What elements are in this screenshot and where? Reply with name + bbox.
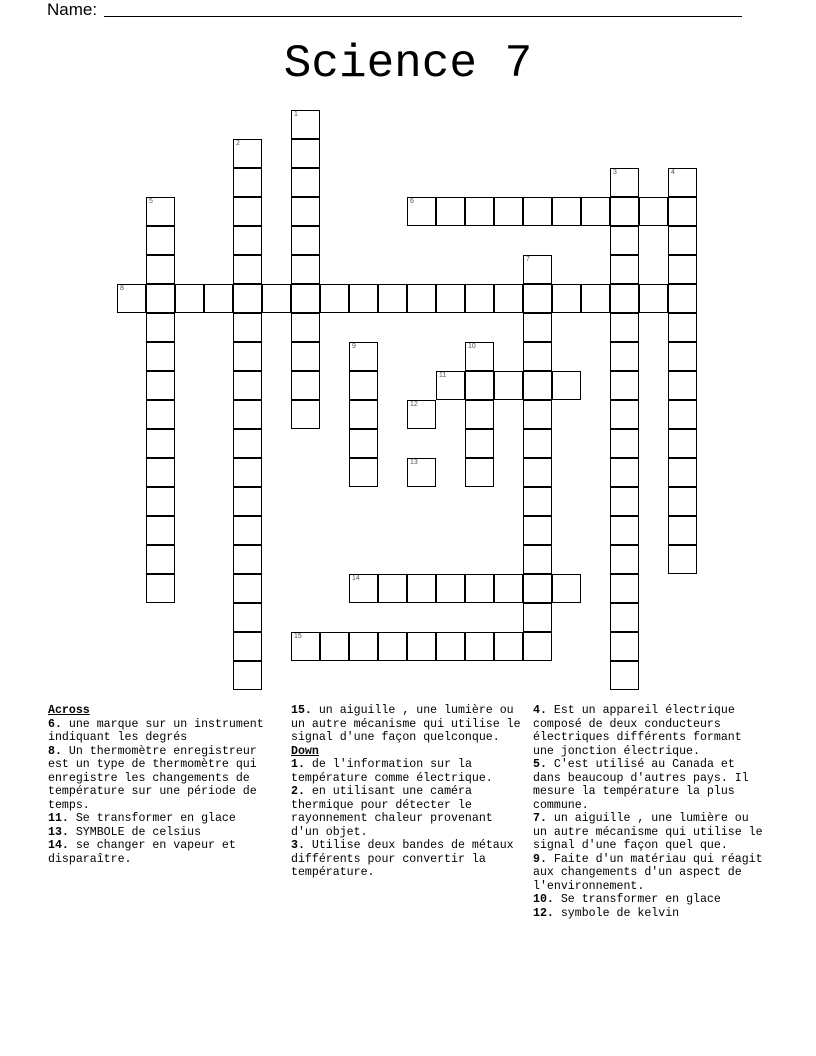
grid-cell[interactable] bbox=[494, 574, 523, 603]
clue-text: C'est utilisé au Canada et dans beaucoup d'autres pays. Il mesure la température la plus commune. bbox=[533, 758, 749, 812]
down-clue-2 bbox=[291, 785, 523, 839]
clue-number-label: 8 bbox=[120, 285, 124, 292]
grid-cell[interactable] bbox=[610, 574, 639, 603]
across-clue-6 bbox=[48, 718, 280, 745]
grid-cell[interactable] bbox=[146, 342, 175, 371]
grid-cell[interactable] bbox=[610, 371, 639, 400]
clue-text: Est un appareil électrique composé de deux conducteurs électriques différents formant une jonction électrique. bbox=[533, 704, 742, 758]
clue-number-label: 4 bbox=[671, 169, 675, 176]
clue-number: 8. bbox=[48, 744, 62, 758]
clue-text: en utilisant une caméra thermique pour détecter le rayonnement chaleur provenant d'un objet. bbox=[291, 785, 493, 839]
clue-number: 6. bbox=[48, 717, 62, 731]
grid-cell[interactable] bbox=[146, 255, 175, 284]
grid-cell[interactable] bbox=[610, 342, 639, 371]
grid-cell[interactable] bbox=[262, 284, 291, 313]
clue-text: Se transformer en glace bbox=[68, 812, 236, 825]
grid-cell[interactable] bbox=[610, 255, 639, 284]
grid-cell[interactable] bbox=[552, 197, 581, 226]
grid-cell[interactable] bbox=[291, 255, 320, 284]
grid-cell[interactable] bbox=[233, 226, 262, 255]
grid-cell[interactable] bbox=[668, 400, 697, 429]
grid-cell[interactable] bbox=[349, 574, 378, 603]
across-clue-8 bbox=[48, 745, 280, 813]
clue-number-label: 9 bbox=[352, 343, 356, 350]
grid-cell[interactable] bbox=[610, 400, 639, 429]
clue-number: 15. bbox=[291, 704, 312, 717]
clue-column-2 bbox=[291, 704, 523, 880]
clue-number-label: 7 bbox=[526, 256, 530, 263]
grid-cell[interactable] bbox=[668, 342, 697, 371]
grid-cell[interactable] bbox=[465, 342, 494, 371]
grid-cell[interactable] bbox=[233, 255, 262, 284]
grid-cell[interactable] bbox=[610, 284, 639, 313]
grid-cell[interactable] bbox=[291, 197, 320, 226]
grid-cell[interactable] bbox=[146, 400, 175, 429]
grid-cell[interactable] bbox=[233, 516, 262, 545]
grid-cell[interactable] bbox=[233, 284, 262, 313]
grid-cell[interactable] bbox=[523, 284, 552, 313]
grid-cell[interactable] bbox=[291, 139, 320, 168]
clue-number: 2. bbox=[291, 785, 305, 798]
clue-text: Se transformer en glace bbox=[553, 893, 721, 906]
clue-number: 10. bbox=[533, 893, 554, 906]
grid-cell[interactable] bbox=[668, 371, 697, 400]
grid-cell[interactable] bbox=[146, 429, 175, 458]
clue-number-label: 15 bbox=[294, 633, 302, 640]
grid-cell[interactable] bbox=[436, 632, 465, 661]
clue-text: Faite d'un matériau qui réagit aux changements d'un aspect de l'environnement. bbox=[533, 852, 763, 893]
clue-number-label: 14 bbox=[352, 575, 360, 582]
clue-column-1 bbox=[48, 704, 280, 866]
grid-cell[interactable] bbox=[291, 110, 320, 139]
grid-cell[interactable] bbox=[581, 284, 610, 313]
grid-cell[interactable] bbox=[610, 632, 639, 661]
down-clue-1 bbox=[291, 758, 523, 785]
grid-cell[interactable] bbox=[523, 545, 552, 574]
grid-cell[interactable] bbox=[204, 284, 233, 313]
clue-number-label: 6 bbox=[410, 198, 414, 205]
grid-cell[interactable] bbox=[668, 168, 697, 197]
grid-cell[interactable] bbox=[146, 545, 175, 574]
clue-number: 4. bbox=[533, 704, 547, 717]
grid-cell[interactable] bbox=[349, 342, 378, 371]
grid-cell[interactable] bbox=[668, 255, 697, 284]
grid-cell[interactable] bbox=[233, 400, 262, 429]
grid-cell[interactable] bbox=[146, 371, 175, 400]
grid-cell[interactable] bbox=[233, 342, 262, 371]
down-heading: Down bbox=[291, 744, 319, 758]
grid-cell[interactable] bbox=[523, 603, 552, 632]
grid-cell[interactable] bbox=[523, 255, 552, 284]
grid-cell[interactable] bbox=[523, 574, 552, 603]
grid-cell[interactable] bbox=[523, 342, 552, 371]
grid-cell[interactable] bbox=[349, 429, 378, 458]
grid-cell[interactable] bbox=[146, 516, 175, 545]
grid-cell[interactable] bbox=[291, 313, 320, 342]
clue-text: Utilise deux bandes de métaux différents pour convertir la température. bbox=[291, 839, 514, 879]
clue-number: 5. bbox=[533, 758, 547, 771]
across-clue-13 bbox=[48, 826, 280, 840]
grid-cell[interactable] bbox=[494, 632, 523, 661]
grid-cell[interactable] bbox=[349, 458, 378, 487]
grid-cell[interactable] bbox=[233, 139, 262, 168]
grid-cell[interactable] bbox=[378, 284, 407, 313]
down-clue-4 bbox=[533, 704, 765, 758]
down-clue-10 bbox=[533, 893, 765, 907]
grid-cell[interactable] bbox=[465, 284, 494, 313]
grid-cell[interactable] bbox=[233, 632, 262, 661]
grid-cell[interactable] bbox=[668, 284, 697, 313]
name-label: Name: bbox=[47, 0, 98, 19]
clue-number-label: 1 bbox=[294, 111, 298, 118]
grid-cell[interactable] bbox=[610, 487, 639, 516]
grid-cell[interactable] bbox=[552, 574, 581, 603]
grid-cell[interactable] bbox=[320, 632, 349, 661]
grid-cell[interactable] bbox=[523, 487, 552, 516]
grid-cell[interactable] bbox=[668, 458, 697, 487]
across-clue-11 bbox=[48, 812, 280, 826]
grid-cell[interactable] bbox=[436, 284, 465, 313]
grid-cell[interactable] bbox=[668, 545, 697, 574]
grid-cell[interactable] bbox=[610, 458, 639, 487]
grid-cell[interactable] bbox=[407, 284, 436, 313]
grid-cell[interactable] bbox=[233, 574, 262, 603]
grid-cell[interactable] bbox=[465, 429, 494, 458]
down-clue-5 bbox=[533, 758, 765, 812]
grid-cell[interactable] bbox=[639, 197, 668, 226]
grid-cell[interactable] bbox=[407, 458, 436, 487]
across-heading: Across bbox=[48, 704, 90, 717]
clue-number-label: 12 bbox=[410, 401, 418, 408]
grid-cell[interactable] bbox=[494, 284, 523, 313]
clue-number: 13. bbox=[48, 825, 69, 839]
grid-cell[interactable] bbox=[552, 371, 581, 400]
grid-cell[interactable] bbox=[668, 226, 697, 255]
down-clue-12 bbox=[533, 907, 765, 921]
grid-cell[interactable] bbox=[523, 458, 552, 487]
clue-text: symbole de kelvin bbox=[553, 906, 680, 920]
grid-cell[interactable] bbox=[523, 400, 552, 429]
grid-cell[interactable] bbox=[291, 284, 320, 313]
grid-cell[interactable] bbox=[552, 284, 581, 313]
grid-cell[interactable] bbox=[378, 632, 407, 661]
grid-cell[interactable] bbox=[523, 197, 552, 226]
grid-cell[interactable] bbox=[349, 400, 378, 429]
grid-cell[interactable] bbox=[233, 487, 262, 516]
grid-cell[interactable] bbox=[436, 371, 465, 400]
clue-text: une marque sur un instrument indiquant les degrés bbox=[48, 717, 264, 744]
grid-cell[interactable] bbox=[291, 168, 320, 197]
clue-text: un aiguille , une lumière ou un autre mécanisme qui utilise le signal d'une façon quel que. bbox=[533, 812, 763, 852]
grid-cell[interactable] bbox=[233, 371, 262, 400]
grid-cell[interactable] bbox=[146, 284, 175, 313]
grid-cell[interactable] bbox=[117, 284, 146, 313]
across-clue-15 bbox=[291, 704, 523, 745]
grid-cell[interactable] bbox=[610, 313, 639, 342]
clue-number: 12. bbox=[533, 906, 554, 920]
grid-cell[interactable] bbox=[291, 226, 320, 255]
grid-cell[interactable] bbox=[146, 458, 175, 487]
grid-cell[interactable] bbox=[233, 458, 262, 487]
grid-cell[interactable] bbox=[465, 371, 494, 400]
clue-number-label: 13 bbox=[410, 459, 418, 466]
clue-number: 3. bbox=[291, 839, 305, 852]
grid-cell[interactable] bbox=[639, 284, 668, 313]
grid-cell[interactable] bbox=[233, 603, 262, 632]
grid-cell[interactable] bbox=[349, 284, 378, 313]
clue-number: 11. bbox=[48, 812, 69, 825]
grid-cell[interactable] bbox=[146, 313, 175, 342]
grid-cell[interactable] bbox=[668, 516, 697, 545]
grid-cell[interactable] bbox=[465, 632, 494, 661]
grid-cell[interactable] bbox=[407, 632, 436, 661]
grid-cell[interactable] bbox=[610, 429, 639, 458]
clue-number: 9. bbox=[533, 852, 547, 866]
grid-cell[interactable] bbox=[494, 371, 523, 400]
grid-cell[interactable] bbox=[581, 197, 610, 226]
clue-number: 14. bbox=[48, 839, 69, 852]
grid-cell[interactable] bbox=[233, 313, 262, 342]
grid-cell[interactable] bbox=[465, 574, 494, 603]
grid-cell[interactable] bbox=[349, 632, 378, 661]
grid-cell[interactable] bbox=[146, 574, 175, 603]
grid-cell[interactable] bbox=[378, 574, 407, 603]
grid-cell[interactable] bbox=[523, 632, 552, 661]
grid-cell[interactable] bbox=[436, 574, 465, 603]
clue-column-3 bbox=[533, 704, 765, 920]
clue-number-label: 3 bbox=[613, 169, 617, 176]
grid-cell[interactable] bbox=[523, 429, 552, 458]
grid-cell[interactable] bbox=[233, 661, 262, 690]
grid-cell[interactable] bbox=[320, 284, 349, 313]
grid-cell[interactable] bbox=[349, 371, 378, 400]
clue-text: un aiguille , une lumière ou un autre mécanisme qui utilise le signal d'une façon quelconque. bbox=[291, 704, 521, 744]
grid-cell[interactable] bbox=[465, 458, 494, 487]
grid-cell[interactable] bbox=[233, 429, 262, 458]
grid-cell[interactable] bbox=[610, 603, 639, 632]
grid-cell[interactable] bbox=[523, 516, 552, 545]
grid-cell[interactable] bbox=[146, 197, 175, 226]
grid-cell[interactable] bbox=[494, 197, 523, 226]
down-clue-3 bbox=[291, 839, 523, 880]
grid-cell[interactable] bbox=[436, 197, 465, 226]
clue-number-label: 10 bbox=[468, 343, 476, 350]
grid-cell[interactable] bbox=[407, 400, 436, 429]
grid-cell[interactable] bbox=[668, 313, 697, 342]
grid-cell[interactable] bbox=[291, 371, 320, 400]
clue-number: 7. bbox=[533, 812, 547, 825]
grid-cell[interactable] bbox=[233, 545, 262, 574]
grid-cell[interactable] bbox=[610, 197, 639, 226]
grid-cell[interactable] bbox=[610, 661, 639, 690]
grid-cell[interactable] bbox=[610, 168, 639, 197]
clue-number-label: 11 bbox=[439, 372, 447, 379]
grid-cell[interactable] bbox=[523, 313, 552, 342]
clue-number-label: 2 bbox=[236, 140, 240, 147]
across-clue-14 bbox=[48, 839, 280, 866]
grid-cell[interactable] bbox=[523, 371, 552, 400]
grid-cell[interactable] bbox=[610, 516, 639, 545]
clue-text: de l'information sur la température comme électrique. bbox=[291, 758, 493, 785]
clue-number-label: 5 bbox=[149, 198, 153, 205]
grid-cell[interactable] bbox=[407, 197, 436, 226]
grid-cell[interactable] bbox=[233, 197, 262, 226]
clue-text: se changer en vapeur et disparaître. bbox=[48, 839, 236, 866]
clue-number: 1. bbox=[291, 758, 305, 771]
grid-cell[interactable] bbox=[291, 400, 320, 429]
down-clue-9 bbox=[533, 853, 765, 894]
grid-cell[interactable] bbox=[465, 197, 494, 226]
clue-text: Un thermomètre enregistreur est un type de thermomètre qui enregistre les changements de température sur une période de temps. bbox=[48, 744, 257, 812]
down-clue-7 bbox=[533, 812, 765, 853]
grid-cell[interactable] bbox=[146, 487, 175, 516]
grid-cell[interactable] bbox=[668, 197, 697, 226]
grid-cell[interactable] bbox=[291, 342, 320, 371]
grid-cell[interactable] bbox=[407, 574, 436, 603]
grid-cell[interactable] bbox=[175, 284, 204, 313]
grid-cell[interactable] bbox=[610, 545, 639, 574]
page-title: Science 7 bbox=[283, 38, 533, 90]
grid-cell[interactable] bbox=[610, 226, 639, 255]
clue-text: SYMBOLE de celsius bbox=[68, 825, 202, 839]
grid-cell[interactable] bbox=[146, 226, 175, 255]
grid-cell[interactable] bbox=[233, 168, 262, 197]
grid-cell[interactable] bbox=[668, 487, 697, 516]
grid-cell[interactable] bbox=[291, 632, 320, 661]
grid-cell[interactable] bbox=[668, 429, 697, 458]
grid-cell[interactable] bbox=[465, 400, 494, 429]
